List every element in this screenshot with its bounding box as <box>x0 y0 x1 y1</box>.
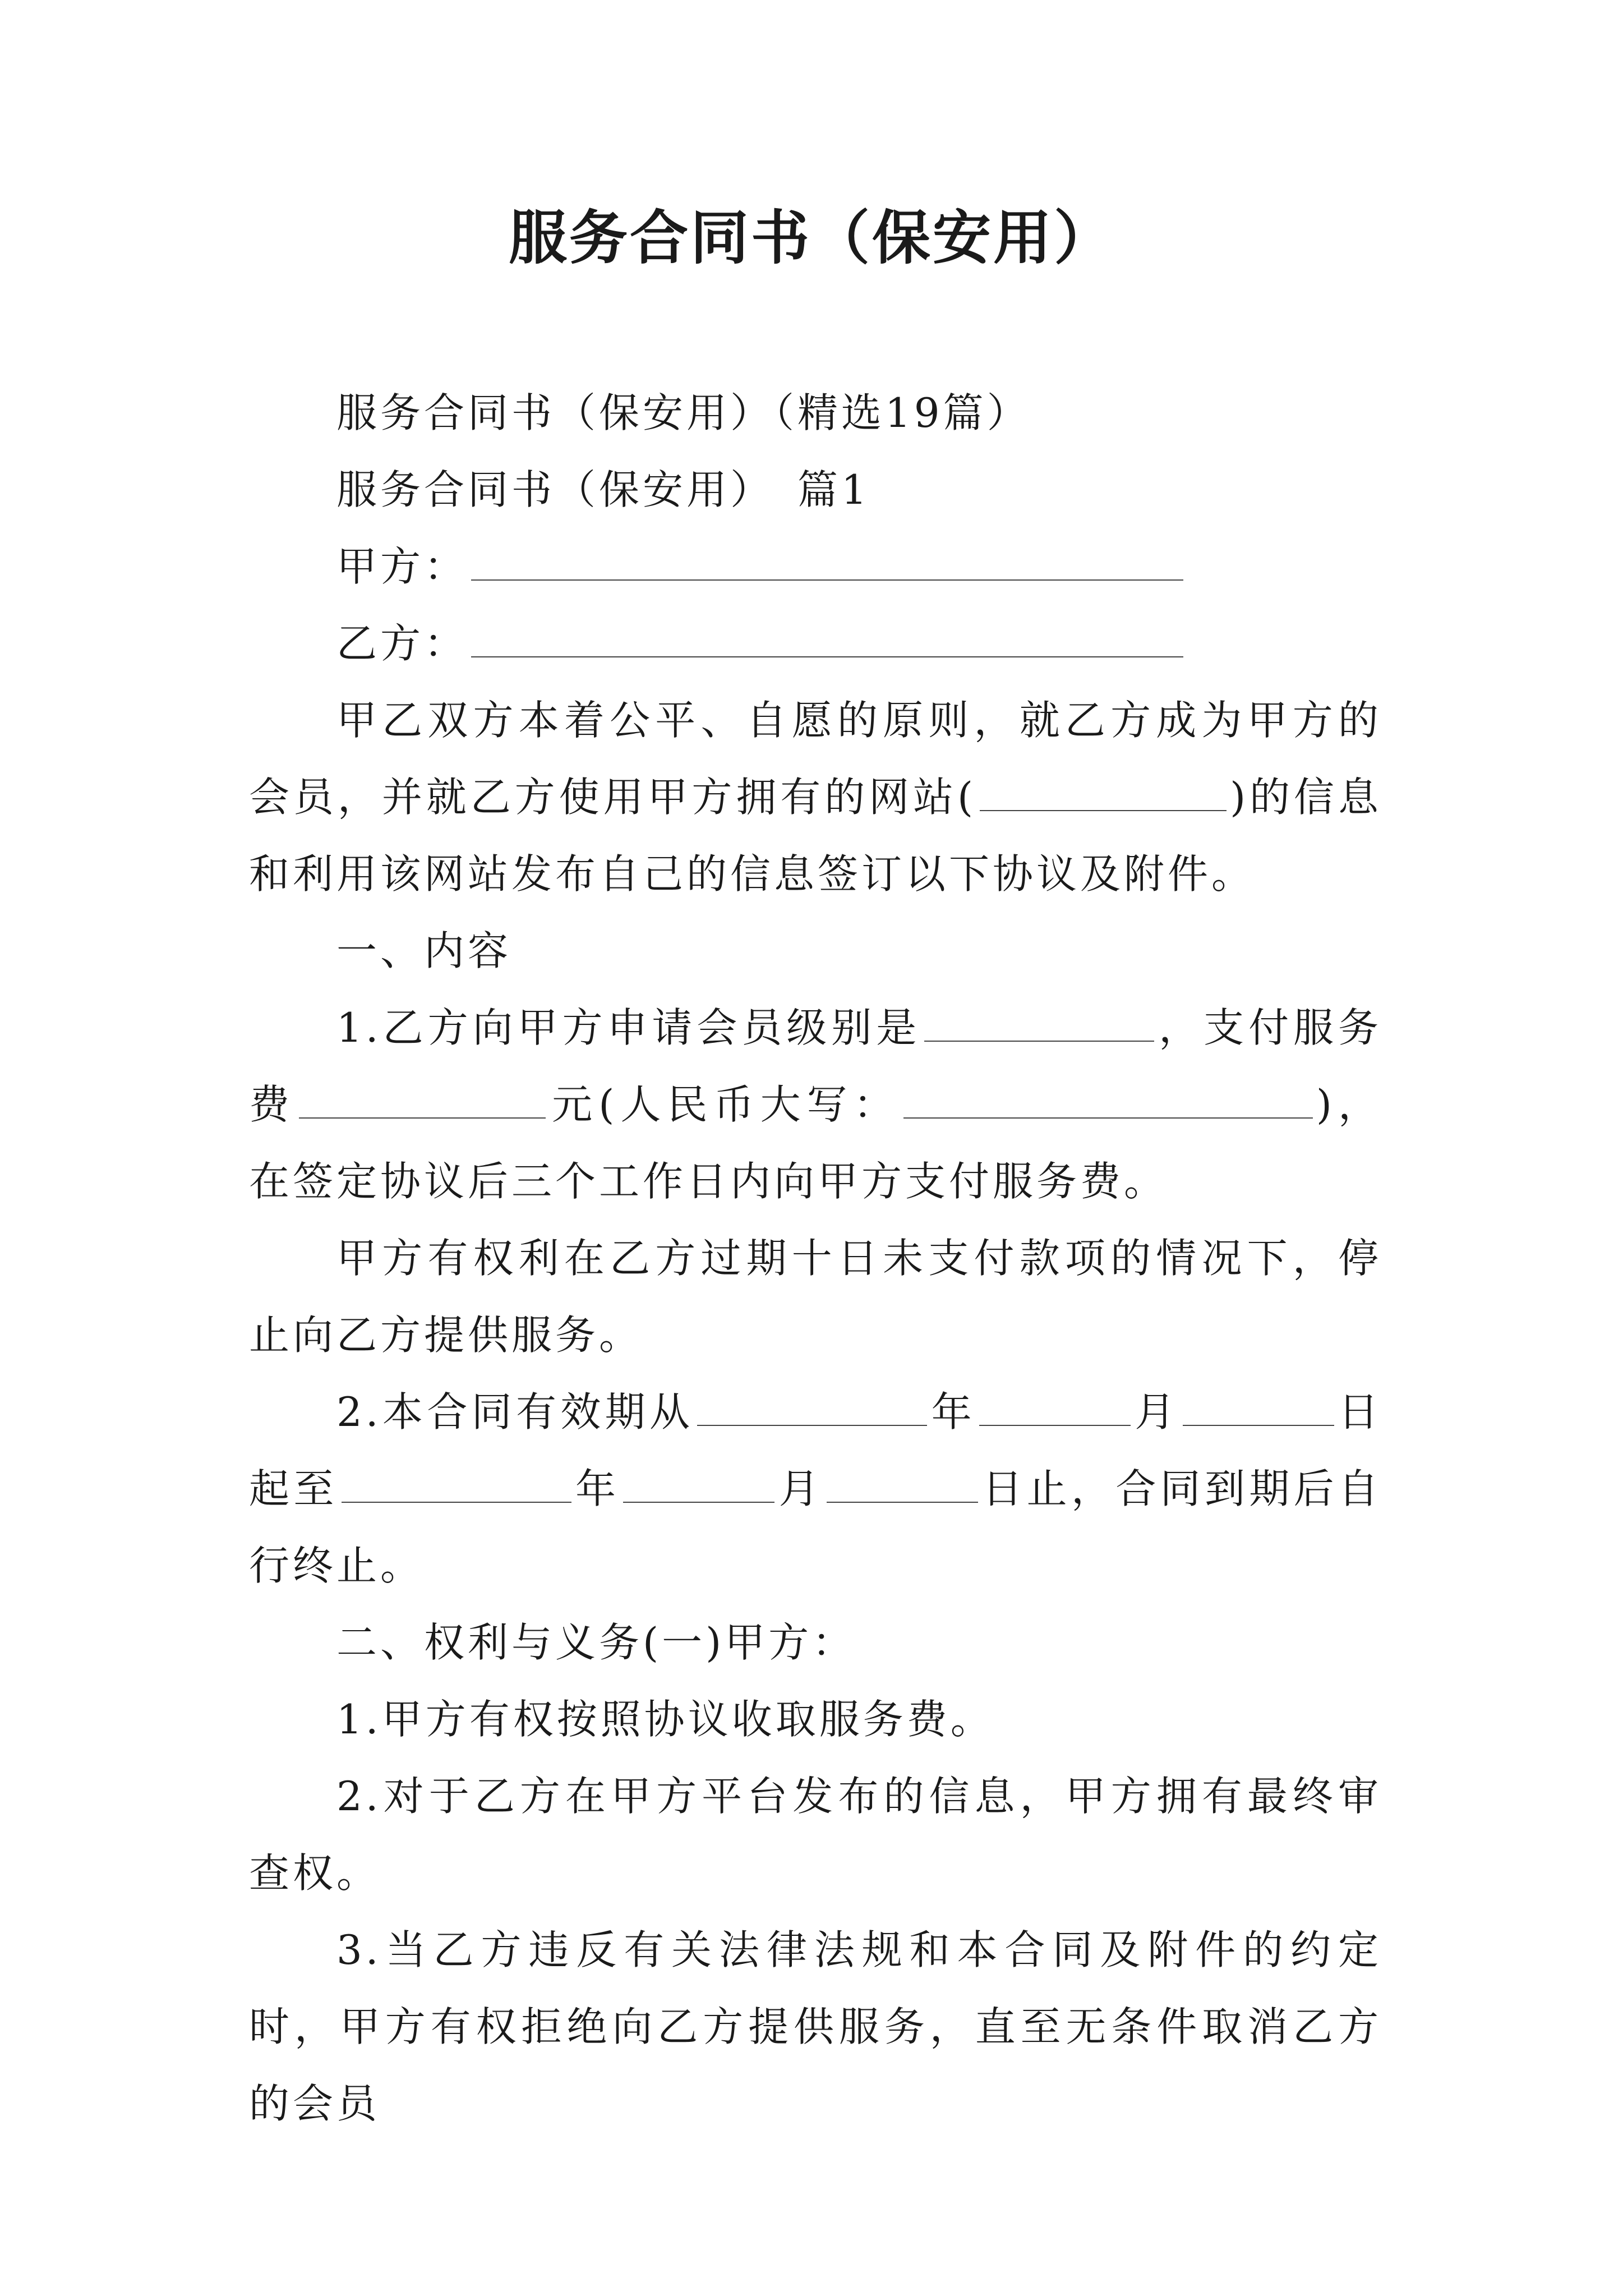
paragraph-text: 甲方有权利在乙方过期十日未支付款项的情况下，停止向乙方提供服务。 <box>249 1235 1382 1359</box>
paragraph-clause-1-2 <box>249 1374 1382 1604</box>
paragraph-text: 一、内容 <box>336 927 512 974</box>
paragraph-heading-1 <box>249 452 1382 528</box>
paragraph-text: ，支付服务费 <box>249 1004 1382 1128</box>
paragraph-text: 乙方： <box>336 620 468 667</box>
paragraph-text: 服务合同书（保安用）（精选19篇） <box>336 389 1031 436</box>
paragraph-text: )，在签定协议后三个工作日内向甲方支付服务费。 <box>249 1081 1382 1205</box>
paragraph-clause-2-2 <box>249 1758 1382 1912</box>
fill-in-blank-line[interactable] <box>299 1084 546 1119</box>
fill-in-blank-line[interactable] <box>623 1468 774 1503</box>
paragraph-party-a <box>249 528 1382 605</box>
paragraph-section-2 <box>249 1604 1382 1681</box>
paragraph-text: 日止，合同到期后自行终止。 <box>249 1465 1382 1589</box>
fill-in-blank-line[interactable] <box>342 1468 571 1503</box>
paragraph-text: )的信息和利用该网站发布自己的信息签订以下协议及附件。 <box>249 774 1382 898</box>
paragraph-clause-1-1 <box>249 990 1382 1220</box>
paragraph-text: 3.当乙方违反有关法律法规和本合同及附件的约定时，甲方有权拒绝向乙方提供服务，直至无条件取消乙方的会员 <box>249 1926 1382 2127</box>
paragraph-preamble <box>249 682 1382 913</box>
fill-in-blank-line[interactable] <box>979 1391 1131 1426</box>
paragraph-text: 年 <box>930 1388 976 1435</box>
paragraph-text: 月 <box>1133 1388 1179 1435</box>
fill-in-blank-line[interactable] <box>827 1468 978 1503</box>
fill-in-blank-line[interactable] <box>1183 1391 1334 1426</box>
paragraph-subtitle <box>249 375 1382 452</box>
paragraph-clause-2-3 <box>249 1912 1382 2142</box>
paragraph-section-1 <box>249 913 1382 990</box>
paragraph-text: 元(人民币大写： <box>549 1081 900 1128</box>
paragraph-text: 月 <box>778 1465 824 1512</box>
paragraph-text: 日起至 <box>249 1388 1382 1512</box>
paragraph-text: 2.本合同有效期从 <box>336 1388 694 1435</box>
paragraph-clause-2-1 <box>249 1681 1382 1758</box>
fill-in-blank-line[interactable] <box>924 1007 1154 1042</box>
fill-in-blank-line[interactable] <box>903 1084 1313 1119</box>
paragraph-text: 二、权利与义务(一)甲方： <box>336 1619 856 1666</box>
paragraph-text: 甲乙双方本着公平、自愿的原则，就乙方成为甲方的会员，并就乙方使用甲方拥有的网站( <box>249 697 1382 821</box>
paragraph-clause-1-1b <box>249 1220 1382 1374</box>
paragraph-text: 甲方： <box>336 543 468 590</box>
document-title: 服务合同书（保安用） <box>508 204 1114 272</box>
paragraph-text: 年 <box>574 1465 620 1512</box>
document-body <box>249 375 1382 2142</box>
fill-in-blank-line[interactable] <box>471 546 1183 581</box>
paragraph-party-b <box>249 605 1382 682</box>
fill-in-blank-line[interactable] <box>697 1391 927 1426</box>
paragraph-text: 1.乙方向甲方申请会员级别是 <box>336 1004 921 1051</box>
paragraph-text: 1.甲方有权按照协议收取服务费。 <box>336 1696 994 1743</box>
fill-in-blank-line[interactable] <box>471 623 1183 657</box>
paragraph-text: 2.对于乙方在甲方平台发布的信息，甲方拥有最终审查权。 <box>249 1773 1382 1897</box>
fill-in-blank-line[interactable] <box>980 776 1227 811</box>
paragraph-text: 服务合同书（保安用） 篇1 <box>336 466 870 513</box>
